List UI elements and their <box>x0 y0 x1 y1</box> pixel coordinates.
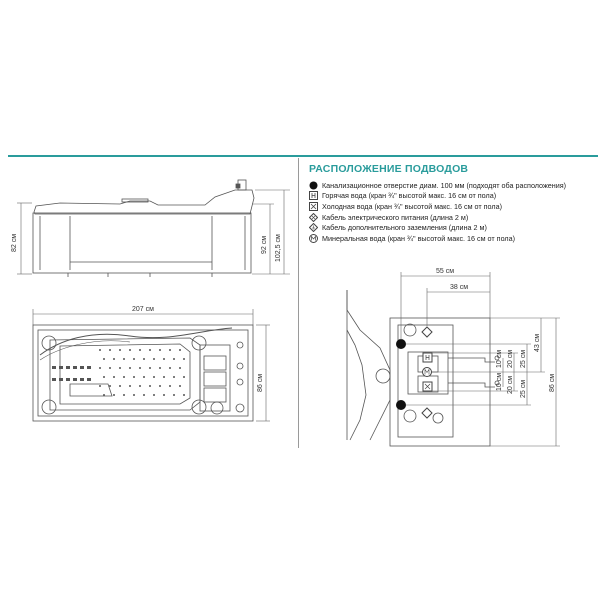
jet-nozzle <box>169 385 171 387</box>
jet-nozzle <box>113 376 115 378</box>
jet-nozzle <box>109 385 111 387</box>
jet-nozzle <box>153 376 155 378</box>
back-jet <box>80 366 84 369</box>
back-jet <box>87 378 91 381</box>
jet-nozzle <box>139 367 141 369</box>
dim-height-102: 102,5 см <box>275 234 282 262</box>
jet-nozzle <box>159 385 161 387</box>
dim-43: 43 см <box>534 333 541 352</box>
jet-nozzle <box>139 349 141 351</box>
jet-nozzle <box>179 367 181 369</box>
dim-20-bot: 20 см <box>507 375 514 394</box>
legend-label: Холодная вода (кран ¾" высотой макс. 16 см от пола) <box>322 201 502 211</box>
jet-nozzle <box>173 358 175 360</box>
back-jet <box>66 378 70 381</box>
jet-nozzle <box>119 349 121 351</box>
jet-nozzle <box>109 367 111 369</box>
jet-nozzle <box>129 385 131 387</box>
jet-nozzle <box>99 385 101 387</box>
jet-nozzle <box>99 349 101 351</box>
mineral-water-marker <box>423 368 432 377</box>
back-jet <box>59 378 63 381</box>
jet-nozzle <box>129 349 131 351</box>
top-view <box>33 325 253 421</box>
dim-10-bot: 10 см <box>496 372 503 391</box>
jet-nozzle <box>103 376 105 378</box>
dim-55: 55 см <box>436 268 455 275</box>
jet-nozzle <box>149 349 151 351</box>
legend-label: Канализационное отверстие диам. 100 мм (подходят оба расположения) <box>322 180 567 190</box>
jet-nozzle <box>179 385 181 387</box>
jet-nozzle <box>119 367 121 369</box>
legend-label: Кабель дополнительного заземления (длина 2 м) <box>322 223 487 233</box>
jet-nozzle <box>133 394 135 396</box>
jet-nozzle <box>179 349 181 351</box>
jet-nozzle <box>163 376 165 378</box>
jet-nozzle <box>169 367 171 369</box>
back-jet <box>59 366 63 369</box>
jet-nozzle <box>133 376 135 378</box>
jet-nozzle <box>169 349 171 351</box>
hot-water-marker <box>423 353 432 362</box>
ground-cable-marker <box>422 408 432 418</box>
legend-label: Минеральная вода (кран ¾" высотой макс. 16 см от пола) <box>322 233 516 243</box>
back-jet <box>52 378 56 381</box>
jet-nozzle <box>183 358 185 360</box>
back-jet <box>87 366 91 369</box>
dim-10-top: 10 см <box>496 349 503 368</box>
jet-nozzle <box>149 385 151 387</box>
power-cable-marker <box>422 327 432 337</box>
jet-nozzle <box>163 358 165 360</box>
jet-nozzle <box>123 376 125 378</box>
jet-nozzle <box>123 394 125 396</box>
jet-nozzle <box>143 358 145 360</box>
back-jet <box>80 378 84 381</box>
jet-nozzle <box>113 358 115 360</box>
dim-25-top: 25 см <box>520 349 527 368</box>
jet-nozzle <box>159 367 161 369</box>
dim-height-82: 82 см <box>11 233 18 252</box>
side-view <box>33 180 254 277</box>
jet-nozzle <box>153 358 155 360</box>
connections-plan <box>347 290 499 446</box>
jet-nozzle <box>109 349 111 351</box>
jet-nozzle <box>129 367 131 369</box>
jet-nozzle <box>143 394 145 396</box>
jet-nozzle <box>149 367 151 369</box>
connection-points <box>396 327 432 418</box>
jet-nozzle <box>113 394 115 396</box>
dim-width-86: 86 см <box>257 373 264 392</box>
jet-nozzle <box>159 349 161 351</box>
jet-nozzle <box>103 358 105 360</box>
jet-nozzle <box>163 394 165 396</box>
jet-nozzle <box>143 376 145 378</box>
back-jet <box>73 366 77 369</box>
jet-nozzles <box>52 349 185 396</box>
jet-nozzle <box>103 394 105 396</box>
dim-height-92: 92 см <box>261 235 268 254</box>
cold-water-marker <box>423 382 432 391</box>
back-jet <box>52 366 56 369</box>
jet-nozzle <box>173 394 175 396</box>
legend-label: Кабель электрического питания (длина 2 м) <box>322 212 469 222</box>
dim-length-207: 207 см <box>132 306 154 313</box>
jet-nozzle <box>183 376 185 378</box>
legend-label: Горячая вода (кран ¾" высотой макс. 16 см от пола) <box>322 191 497 201</box>
section-title: РАСПОЛОЖЕНИЕ ПОДВОДОВ <box>309 163 469 175</box>
jet-nozzle <box>153 394 155 396</box>
jet-nozzle <box>139 385 141 387</box>
jet-nozzle <box>173 376 175 378</box>
drain-point-bottom <box>396 400 406 410</box>
dim-20-top: 20 см <box>507 349 514 368</box>
jet-nozzle <box>133 358 135 360</box>
dim-25-bot: 25 см <box>520 379 527 398</box>
jet-nozzle <box>123 358 125 360</box>
drain-point-top <box>396 339 406 349</box>
dim-86-plan: 86 см <box>549 373 556 392</box>
dim-38: 38 см <box>450 284 469 291</box>
jet-nozzle <box>183 394 185 396</box>
back-jet <box>66 366 70 369</box>
jet-nozzle <box>99 367 101 369</box>
jet-nozzle <box>119 385 121 387</box>
back-jet <box>73 378 77 381</box>
